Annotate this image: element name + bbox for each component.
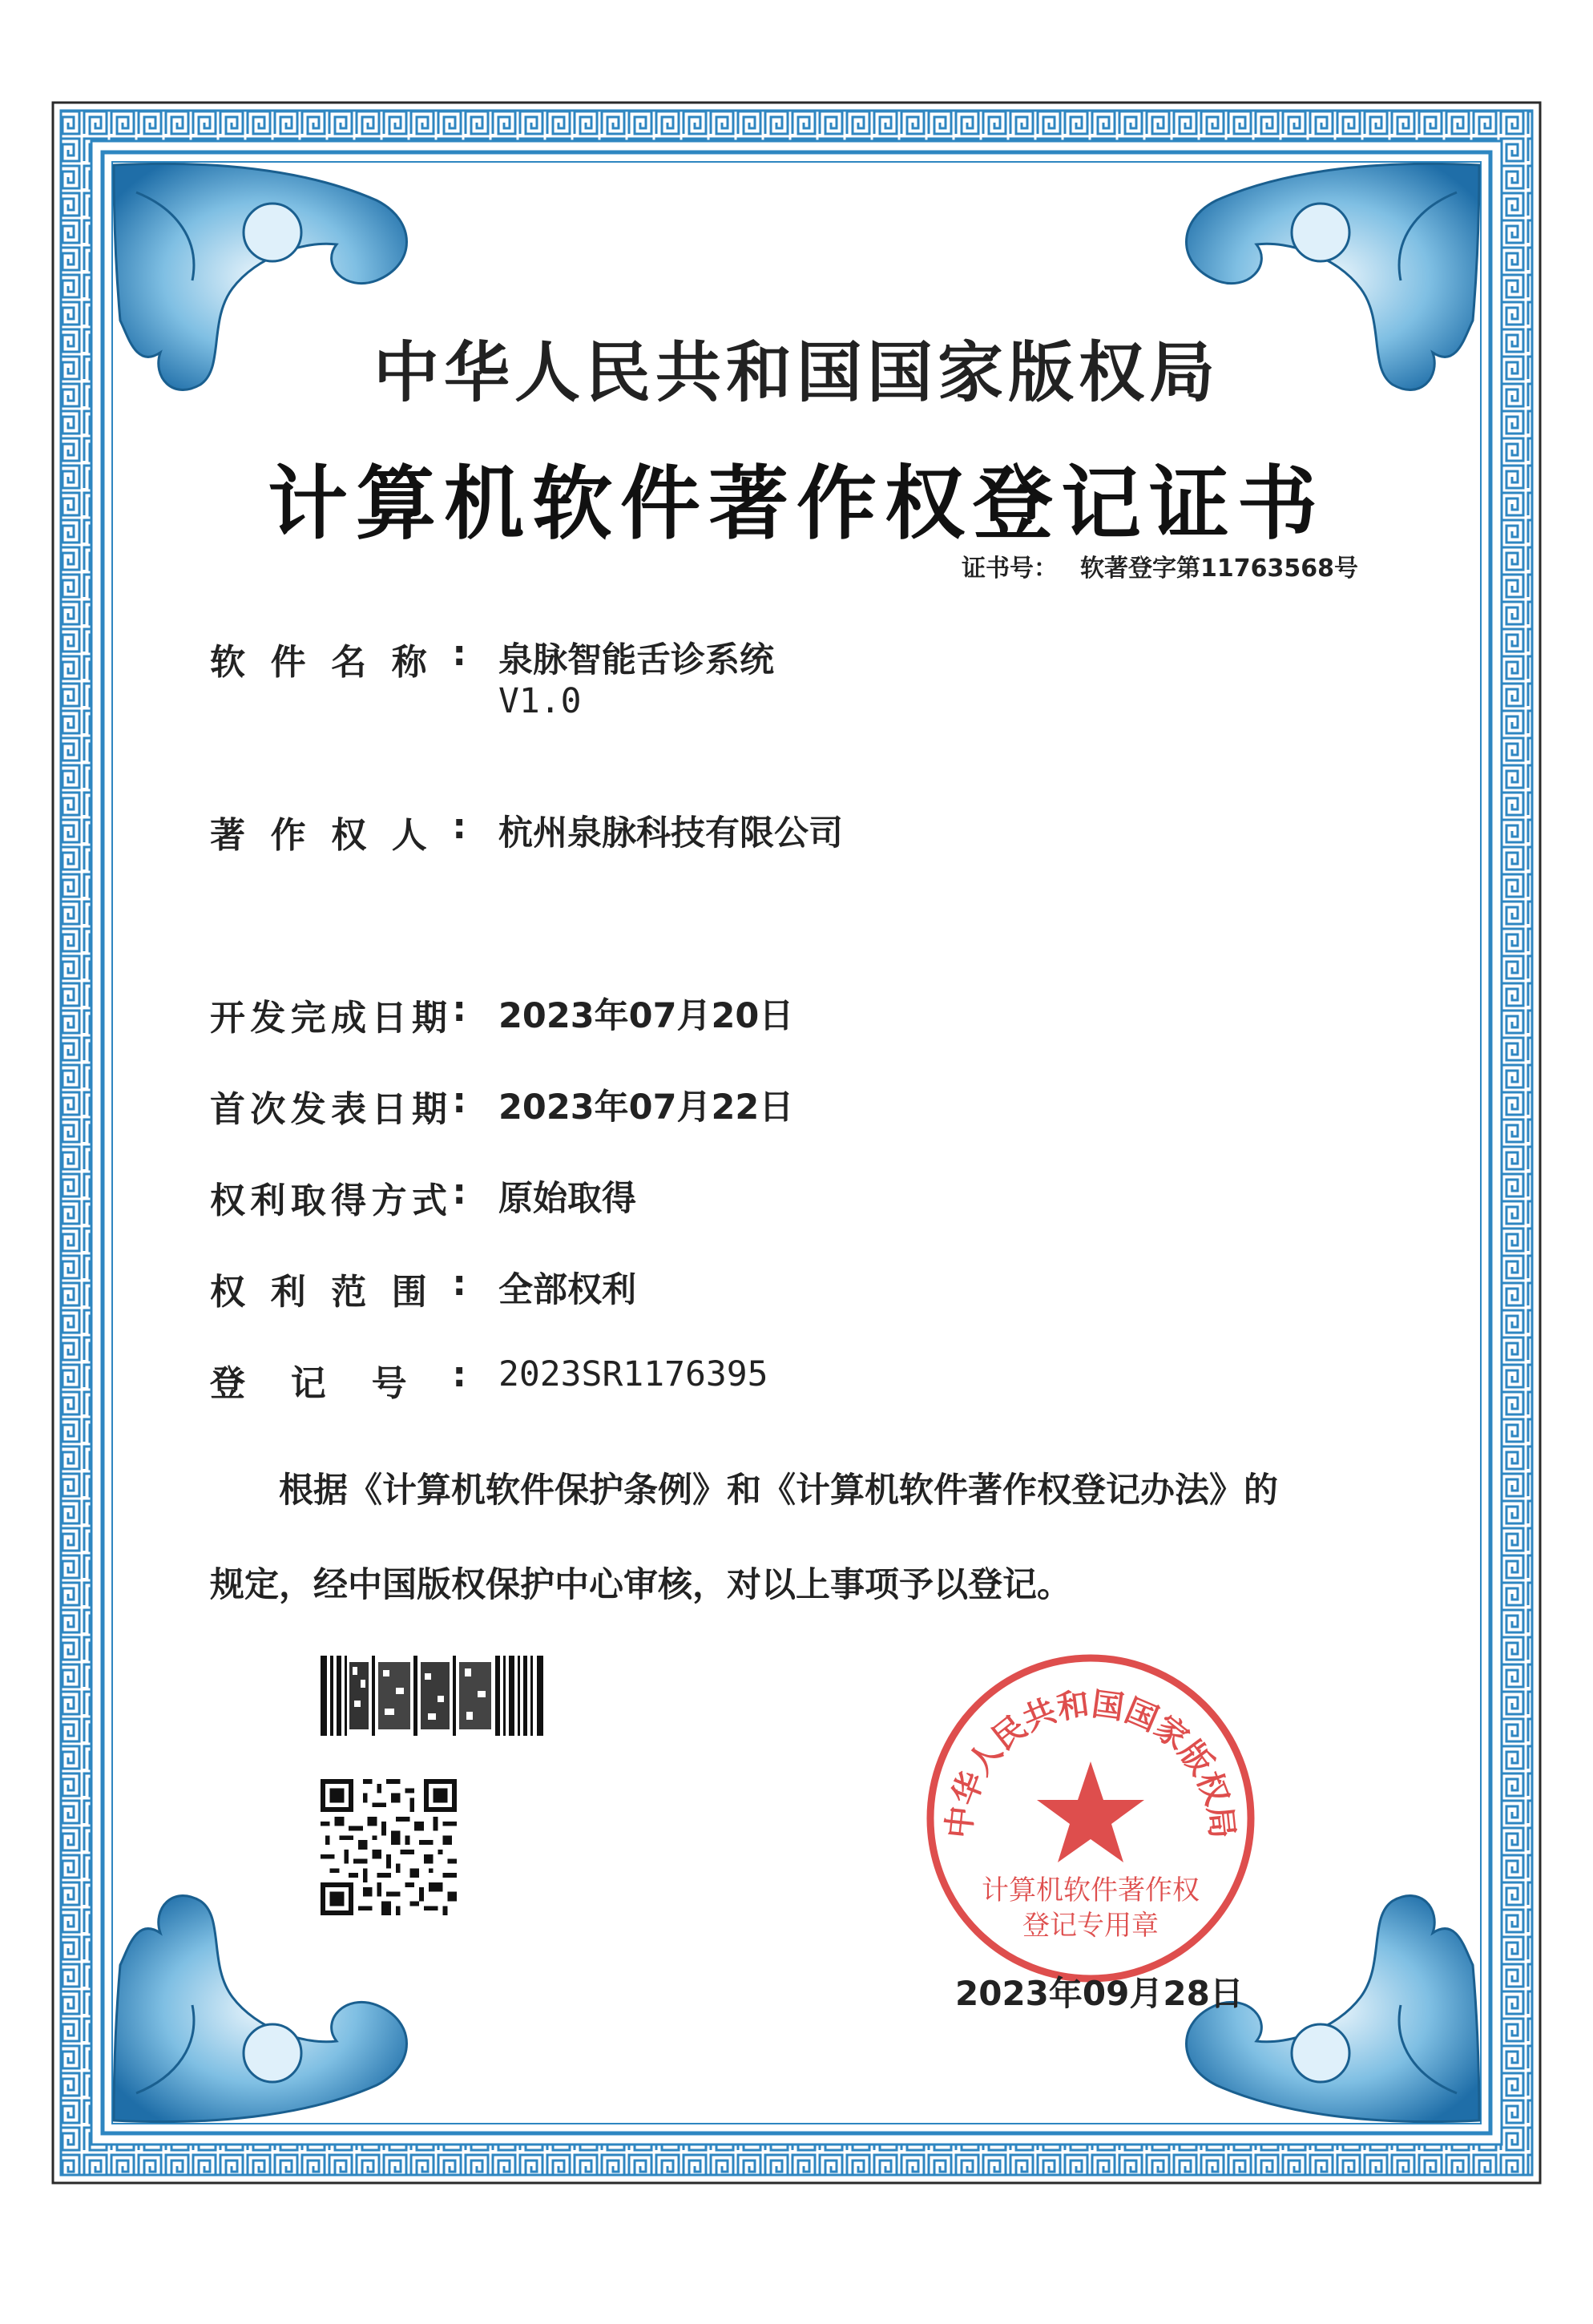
document-title: 计算机软件著作权登记证书 — [268, 457, 1325, 551]
field-label-completion-date: 开 发 完 成 日 期 : — [210, 989, 466, 1039]
field-label-software-name: 软 件 名 称 : — [210, 633, 466, 683]
star-icon — [1037, 1761, 1144, 1862]
field-label-registration-number: 登 记 号 : — [210, 1354, 466, 1404]
field-label-copyright-owner: 著 作 权 人 : — [210, 806, 466, 856]
field-value-copyright-owner: 杭州泉脉科技有限公司 — [498, 813, 843, 853]
issue-date: 2023年09月28日 — [955, 1974, 1244, 2013]
seal-inner-line-1: 计算机软件著作权 — [982, 1874, 1200, 1906]
statement-line-1: 根据《计算机软件保护条例》和《计算机软件著作权登记办法》的 — [279, 1471, 1278, 1511]
field-value-publication-date: 2023年07月22日 — [498, 1087, 794, 1128]
field-value-software-name: 泉脉智能舌诊系统 — [498, 640, 774, 680]
official-seal — [922, 1649, 1260, 1987]
statement-line-2: 规定，经中国版权保护中心审核，对以上事项予以登记。 — [210, 1565, 1071, 1605]
seal-inner-line-2: 登记专用章 — [1022, 1910, 1159, 1942]
field-value-acquisition-method: 原始取得 — [498, 1179, 636, 1219]
certificate-number — [962, 548, 1358, 583]
issuing-agency: 中华人民共和国国家版权局 — [373, 335, 1220, 411]
barcode — [321, 1656, 546, 1736]
field-value-registration-number: 2023SR1176395 — [498, 1354, 768, 1394]
field-label-publication-date: 首 次 发 表 日 期 : — [210, 1080, 466, 1130]
corner-ornament-bottom-left — [114, 1896, 407, 2122]
certificate-number-label: 证书号： — [962, 555, 1058, 583]
certificate-number-value: 软著登字第11763568号 — [1080, 555, 1358, 583]
field-label-acquisition-method: 权 利 取 得 方 式 : — [210, 1172, 466, 1221]
field-label-rights-scope: 权 利 范 围 : — [210, 1263, 466, 1313]
field-value-software-version: V1.0 — [498, 681, 582, 721]
field-value-rights-scope: 全部权利 — [498, 1270, 636, 1310]
seal-outer-text: 中华人民共和国国家版权局 — [940, 1685, 1241, 1841]
field-value-completion-date: 2023年07月20日 — [498, 996, 794, 1036]
qr-code — [321, 1779, 457, 1915]
